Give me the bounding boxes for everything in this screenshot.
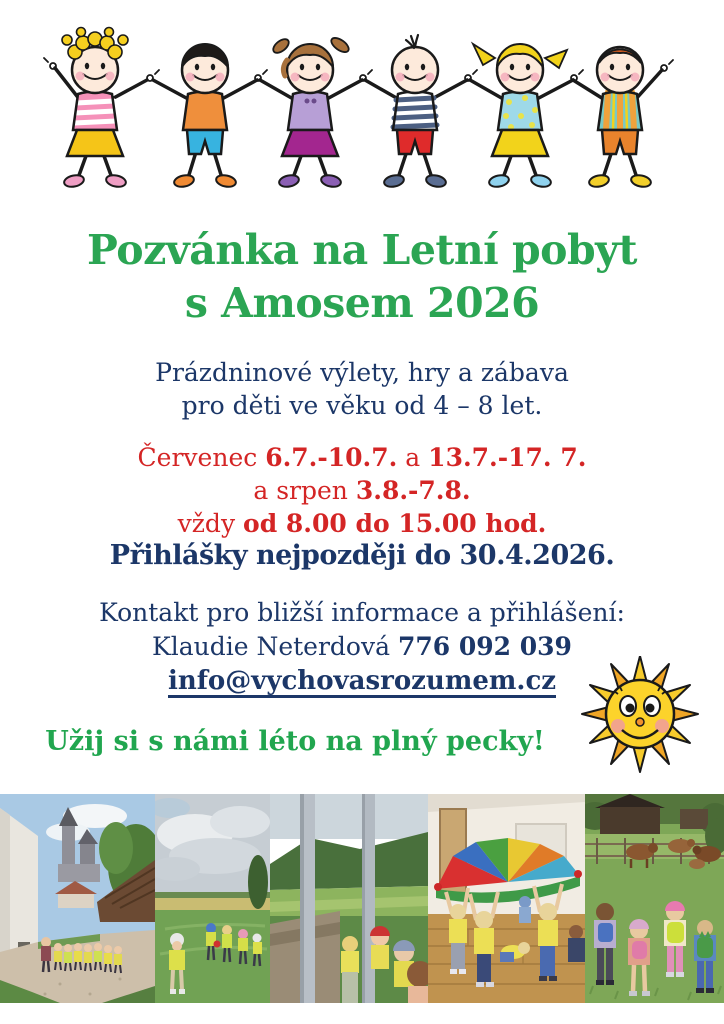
photo-meadow-hike	[155, 794, 270, 1003]
children-illustration	[37, 20, 687, 195]
schedule-time-value: od 8.00 do 15.00 hod.	[243, 509, 547, 538]
contact-phone: 776 092 039	[397, 632, 572, 661]
photo-collage	[0, 794, 724, 1003]
deadline-text: Přihlášky nejpozději do 30.4.2026.	[109, 540, 615, 571]
photo-parachute-game	[428, 794, 585, 1003]
contact-person: Klaudie Neterdová	[152, 632, 398, 661]
sun-illustration	[570, 656, 710, 776]
schedule-july-separator: a	[397, 443, 429, 472]
kid-boy-black-hair	[173, 44, 237, 188]
kid-girl-blonde-curls	[62, 28, 128, 189]
schedule-july-range1: 6.7.-10.7.	[265, 443, 398, 472]
hands	[44, 58, 673, 81]
contact-heading: Kontakt pro bližší informace a přihlášení:	[99, 598, 625, 627]
photo-balcony-lookout	[270, 794, 428, 1003]
page-title	[0, 224, 724, 330]
intro-line1: Prázdninové výlety, hry a zábava	[155, 358, 569, 387]
title-line2: s Amosem 2026	[184, 279, 540, 327]
schedule-august-range: 3.8.-7.8.	[355, 476, 471, 505]
schedule-july-prefix: Červenec	[137, 443, 266, 472]
schedule-text	[0, 441, 724, 540]
schedule-time-prefix: vždy	[177, 509, 244, 538]
kid-boy-orange-hair	[588, 47, 652, 188]
kid-girl-brown-hair	[271, 35, 351, 188]
kid-boy-striped-shirt	[383, 35, 447, 188]
schedule-august-prefix: a srpen	[253, 476, 356, 505]
slogan-text: Užij si s námi léto na plný pecky!	[45, 726, 545, 757]
intro-text	[0, 356, 724, 422]
title-line1: Pozvánka na Letní pobyt	[87, 226, 637, 274]
kid-girl-polka-dots	[473, 44, 567, 188]
schedule-july-range2: 13.7.-17. 7.	[428, 443, 587, 472]
intro-line2: pro děti ve věku od 4 – 8 let.	[181, 391, 543, 420]
photo-castle-walk	[0, 794, 155, 1003]
email-link[interactable]: info@vychovasrozumem.cz	[167, 666, 557, 696]
photo-farm-visit	[585, 794, 724, 1003]
